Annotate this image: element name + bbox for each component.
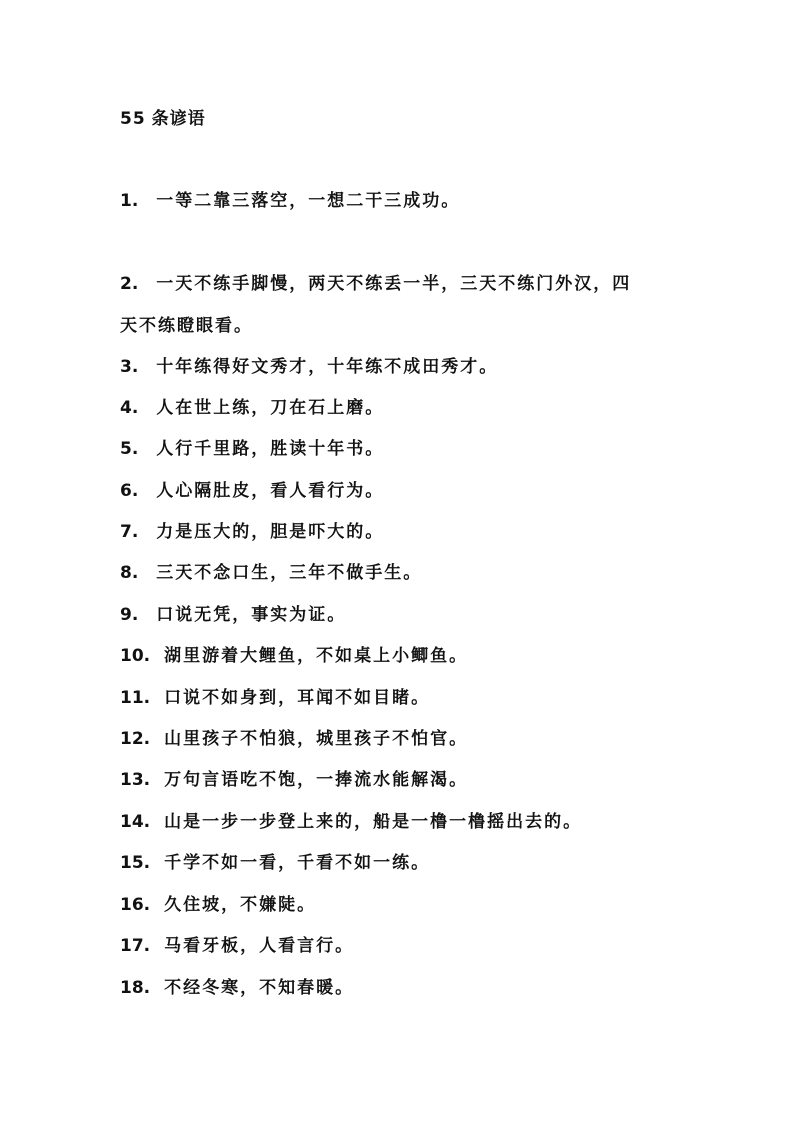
item-number: 11. [120, 688, 151, 708]
item-text: 一天不练手脚慢，两天不练丢一半，三天不练门外汉，四 [156, 274, 632, 294]
proverb-item [120, 522, 384, 542]
proverb-item [120, 729, 468, 749]
item-number: 2. [120, 274, 139, 294]
proverb-item [120, 770, 468, 790]
item-text: 一等二靠三落空，一想二干三成功。 [156, 191, 461, 211]
proverb-item [120, 936, 354, 956]
item-text: 人行千里路，胜读十年书。 [156, 439, 385, 459]
item-number: 6. [120, 481, 139, 501]
item-number: 13. [120, 770, 151, 790]
proverb-item [120, 357, 498, 377]
item-text: 人在世上练，刀在石上磨。 [156, 398, 385, 418]
title-number: 55 [120, 109, 146, 129]
proverb-item [120, 688, 430, 708]
item-number: 17. [120, 936, 151, 956]
item-number: 15. [120, 853, 151, 873]
proverb-item [120, 646, 468, 666]
proverb-item [120, 563, 422, 583]
item-number: 14. [120, 812, 151, 832]
proverb-item [120, 274, 631, 294]
proverb-item [120, 439, 384, 459]
item-text: 十年练得好文秀才，十年练不成田秀才。 [156, 357, 499, 377]
item-text: 三天不念口生，三年不做手生。 [156, 563, 423, 583]
proverb-item [120, 853, 430, 873]
item-number: 10. [120, 646, 151, 666]
proverb-item [120, 978, 354, 998]
item-text: 口说无凭，事实为证。 [156, 605, 347, 625]
document-title [120, 104, 206, 129]
item-number: 5. [120, 439, 139, 459]
item-text: 人心隔肚皮，看人看行为。 [156, 481, 385, 501]
proverb-item [120, 191, 460, 211]
item-text: 马看牙板，人看言行。 [164, 936, 355, 956]
item-number: 9. [120, 605, 139, 625]
item-number: 3. [120, 357, 139, 377]
item-text: 口说不如身到，耳闻不如目睹。 [164, 688, 431, 708]
item-number: 16. [120, 895, 151, 915]
item-text: 万句言语吃不饱，一捧流水能解渴。 [164, 770, 469, 790]
item-number: 4. [120, 398, 139, 418]
item-text: 湖里游着大鲤鱼，不如桌上小鲫鱼。 [164, 646, 469, 666]
item-text: 久住坡，不嫌陡。 [164, 895, 317, 915]
proverb-item [120, 812, 582, 832]
item-number: 18. [120, 978, 151, 998]
proverb-item [120, 481, 384, 501]
item-text: 山里孩子不怕狼，城里孩子不怕官。 [164, 729, 469, 749]
title-text: 条谚语 [151, 109, 206, 129]
item-number: 1. [120, 191, 139, 211]
proverb-item [120, 895, 316, 915]
item-text: 千学不如一看，千看不如一练。 [164, 853, 431, 873]
item-text-continuation: 天不练瞪眼看。 [120, 316, 253, 336]
proverb-item [120, 605, 346, 625]
proverb-item [120, 398, 384, 418]
item-text: 山是一步一步登上来的，船是一橹一橹摇出去的。 [164, 812, 583, 832]
item-number: 8. [120, 563, 139, 583]
item-text: 不经冬寒，不知春暖。 [164, 978, 355, 998]
item-number: 7. [120, 522, 139, 542]
item-number: 12. [120, 729, 151, 749]
item-text: 力是压大的，胆是吓大的。 [156, 522, 385, 542]
